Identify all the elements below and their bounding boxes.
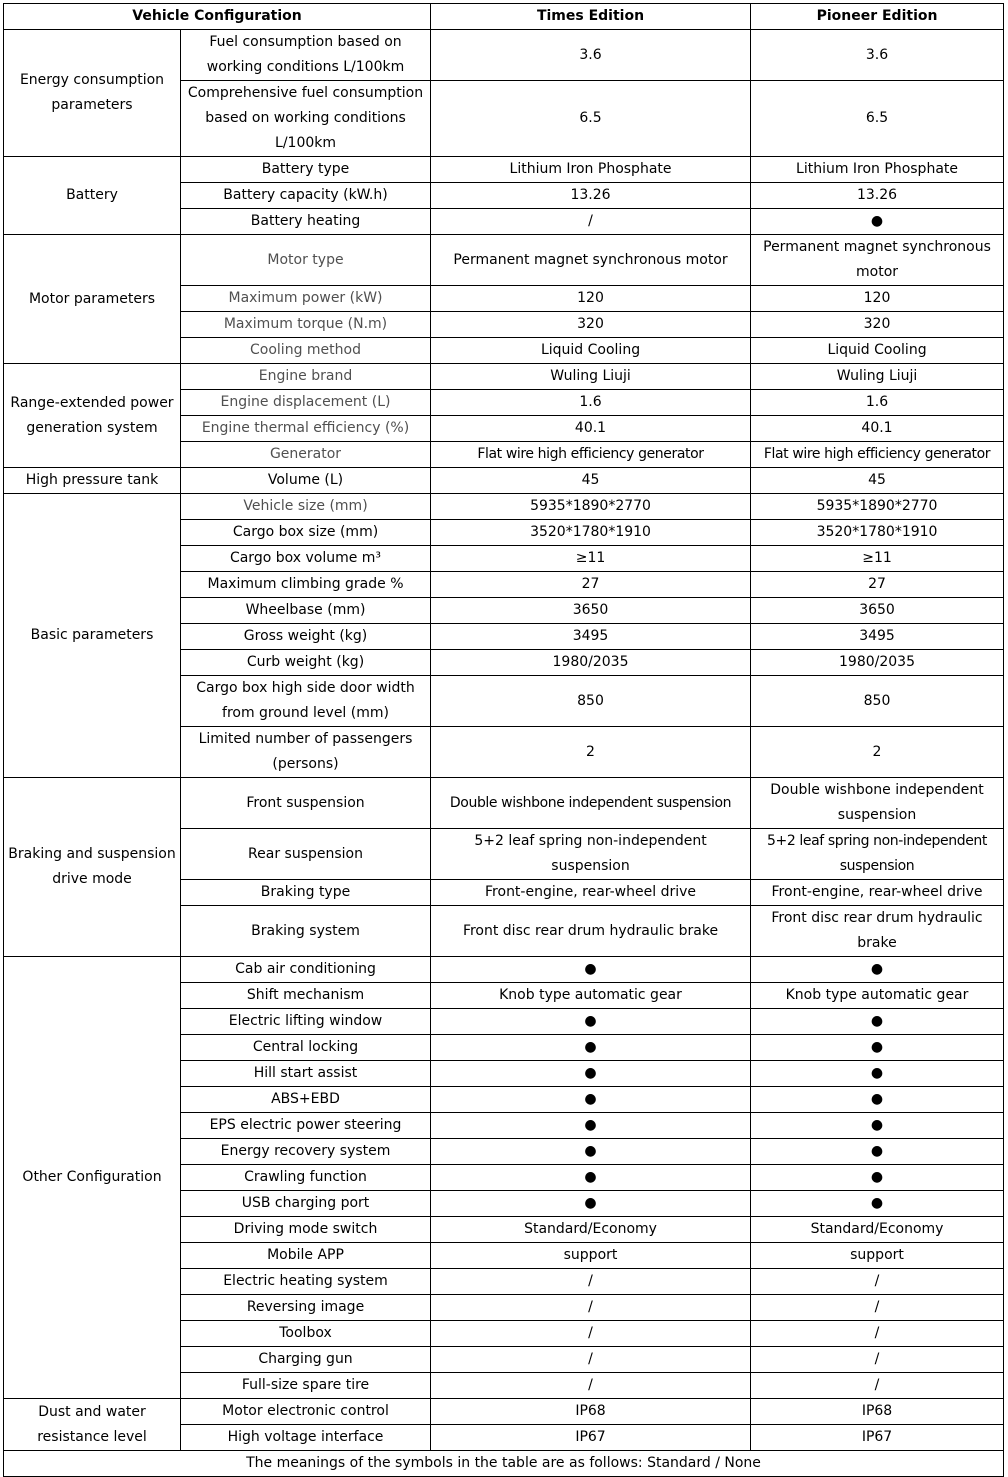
- group-label: Battery: [4, 157, 181, 235]
- times-edition-value: 2: [431, 727, 751, 778]
- times-edition-value: ●: [431, 1035, 751, 1061]
- item-label: Maximum climbing grade %: [181, 572, 431, 598]
- header-row: [4, 4, 1004, 30]
- item-label: Engine brand: [181, 364, 431, 390]
- item-label: Battery heating: [181, 209, 431, 235]
- times-edition-value: /: [431, 1347, 751, 1373]
- pioneer-edition-value: 45: [751, 468, 1004, 494]
- times-edition-value: IP67: [431, 1425, 751, 1451]
- pioneer-edition-value: /: [751, 1347, 1004, 1373]
- times-edition-value: /: [431, 209, 751, 235]
- group-label: High pressure tank: [4, 468, 181, 494]
- group-label: Braking and suspension drive mode: [4, 778, 181, 957]
- pioneer-edition-value: 2: [751, 727, 1004, 778]
- times-edition-value: ●: [431, 1191, 751, 1217]
- item-label: ABS+EBD: [181, 1087, 431, 1113]
- times-edition-value: ●: [431, 1009, 751, 1035]
- times-edition-value: ●: [431, 1087, 751, 1113]
- pioneer-edition-value: 6.5: [751, 81, 1004, 157]
- pioneer-edition-value: ●: [751, 1165, 1004, 1191]
- times-edition-value: 1980/2035: [431, 650, 751, 676]
- pioneer-edition-value: ≥11: [751, 546, 1004, 572]
- item-label: Maximum torque (N.m): [181, 312, 431, 338]
- times-edition-value: 13.26: [431, 183, 751, 209]
- pioneer-edition-value: /: [751, 1269, 1004, 1295]
- table-row: [4, 1399, 1004, 1425]
- times-edition-value: 27: [431, 572, 751, 598]
- item-label: Motor electronic control: [181, 1399, 431, 1425]
- item-label: Engine displacement (L): [181, 390, 431, 416]
- times-edition-value: 3.6: [431, 30, 751, 81]
- table-row: [4, 235, 1004, 286]
- pioneer-edition-value: support: [751, 1243, 1004, 1269]
- pioneer-edition-value: 3650: [751, 598, 1004, 624]
- item-label: Cargo box volume m³: [181, 546, 431, 572]
- pioneer-edition-value: ●: [751, 1139, 1004, 1165]
- pioneer-edition-value: /: [751, 1295, 1004, 1321]
- table-row: [4, 468, 1004, 494]
- pioneer-edition-value: 3.6: [751, 30, 1004, 81]
- times-edition-value: Knob type automatic gear: [431, 983, 751, 1009]
- group-label: Basic parameters: [4, 494, 181, 778]
- times-edition-value: 40.1: [431, 416, 751, 442]
- times-edition-value: support: [431, 1243, 751, 1269]
- times-edition-value: Permanent magnet synchronous motor: [431, 235, 751, 286]
- item-label: Electric heating system: [181, 1269, 431, 1295]
- times-edition-value: 1.6: [431, 390, 751, 416]
- times-edition-value: /: [431, 1269, 751, 1295]
- item-label: Fuel consumption based on working conditions L/100km: [181, 30, 431, 81]
- pioneer-edition-value: /: [751, 1373, 1004, 1399]
- item-label: USB charging port: [181, 1191, 431, 1217]
- item-label: Central locking: [181, 1035, 431, 1061]
- pioneer-edition-value: Lithium Iron Phosphate: [751, 157, 1004, 183]
- pioneer-edition-value: ●: [751, 957, 1004, 983]
- times-edition-value: 5+2 leaf spring non-independent suspension: [431, 829, 751, 880]
- pioneer-edition-value: 13.26: [751, 183, 1004, 209]
- table-row: [4, 157, 1004, 183]
- item-label: Cooling method: [181, 338, 431, 364]
- item-label: Reversing image: [181, 1295, 431, 1321]
- pioneer-edition-value: 850: [751, 676, 1004, 727]
- symbol-legend-note: The meanings of the symbols in the table are as follows: Standard / None: [4, 1451, 1004, 1477]
- item-label: Front suspension: [181, 778, 431, 829]
- times-edition-value: Liquid Cooling: [431, 338, 751, 364]
- times-edition-value: ●: [431, 1113, 751, 1139]
- pioneer-edition-value: Flat wire high efficiency generator: [751, 442, 1004, 468]
- item-label: Cargo box high side door width from ground level (mm): [181, 676, 431, 727]
- table-row: [4, 494, 1004, 520]
- item-label: Battery capacity (kW.h): [181, 183, 431, 209]
- item-label: Braking system: [181, 906, 431, 957]
- times-edition-value: 3520*1780*1910: [431, 520, 751, 546]
- item-label: Motor type: [181, 235, 431, 286]
- pioneer-edition-value: Knob type automatic gear: [751, 983, 1004, 1009]
- group-label: Energy consumption parameters: [4, 30, 181, 157]
- pioneer-edition-value: 3520*1780*1910: [751, 520, 1004, 546]
- item-label: High voltage interface: [181, 1425, 431, 1451]
- pioneer-edition-value: Standard/Economy: [751, 1217, 1004, 1243]
- times-edition-value: Double wishbone independent suspension: [431, 778, 751, 829]
- pioneer-edition-value: ●: [751, 1061, 1004, 1087]
- table-row: [4, 364, 1004, 390]
- times-edition-value: IP68: [431, 1399, 751, 1425]
- pioneer-edition-value: ●: [751, 1087, 1004, 1113]
- item-label: Gross weight (kg): [181, 624, 431, 650]
- header-times-edition: Times Edition: [431, 4, 751, 30]
- times-edition-value: 5935*1890*2770: [431, 494, 751, 520]
- item-label: Limited number of passengers (persons): [181, 727, 431, 778]
- times-edition-value: ●: [431, 1061, 751, 1087]
- pioneer-edition-value: Permanent magnet synchronous motor: [751, 235, 1004, 286]
- item-label: Electric lifting window: [181, 1009, 431, 1035]
- times-edition-value: 850: [431, 676, 751, 727]
- item-label: Crawling function: [181, 1165, 431, 1191]
- group-label: Dust and water resistance level: [4, 1399, 181, 1451]
- pioneer-edition-value: /: [751, 1321, 1004, 1347]
- pioneer-edition-value: Double wishbone independent suspension: [751, 778, 1004, 829]
- times-edition-value: ●: [431, 957, 751, 983]
- pioneer-edition-value: Wuling Liuji: [751, 364, 1004, 390]
- pioneer-edition-value: ●: [751, 209, 1004, 235]
- times-edition-value: Lithium Iron Phosphate: [431, 157, 751, 183]
- times-edition-value: 3495: [431, 624, 751, 650]
- pioneer-edition-value: ●: [751, 1191, 1004, 1217]
- pioneer-edition-value: Liquid Cooling: [751, 338, 1004, 364]
- item-label: Maximum power (kW): [181, 286, 431, 312]
- item-label: Energy recovery system: [181, 1139, 431, 1165]
- item-label: Shift mechanism: [181, 983, 431, 1009]
- times-edition-value: /: [431, 1295, 751, 1321]
- times-edition-value: 3650: [431, 598, 751, 624]
- pioneer-edition-value: IP68: [751, 1399, 1004, 1425]
- pioneer-edition-value: 1980/2035: [751, 650, 1004, 676]
- pioneer-edition-value: ●: [751, 1009, 1004, 1035]
- pioneer-edition-value: Front disc rear drum hydraulic brake: [751, 906, 1004, 957]
- pioneer-edition-value: 3495: [751, 624, 1004, 650]
- item-label: Mobile APP: [181, 1243, 431, 1269]
- spec-table-body: [4, 4, 1004, 1477]
- footer-row: [4, 1451, 1004, 1477]
- times-edition-value: 45: [431, 468, 751, 494]
- item-label: Wheelbase (mm): [181, 598, 431, 624]
- item-label: Cab air conditioning: [181, 957, 431, 983]
- item-label: Engine thermal efficiency (%): [181, 416, 431, 442]
- header-vehicle-configuration: Vehicle Configuration: [4, 4, 431, 30]
- item-label: Curb weight (kg): [181, 650, 431, 676]
- pioneer-edition-value: 5+2 leaf spring non-independent suspension: [751, 829, 1004, 880]
- spec-table: [3, 3, 1004, 1477]
- item-label: Toolbox: [181, 1321, 431, 1347]
- item-label: Charging gun: [181, 1347, 431, 1373]
- times-edition-value: ≥11: [431, 546, 751, 572]
- pioneer-edition-value: 1.6: [751, 390, 1004, 416]
- item-label: Rear suspension: [181, 829, 431, 880]
- pioneer-edition-value: ●: [751, 1035, 1004, 1061]
- pioneer-edition-value: 40.1: [751, 416, 1004, 442]
- pioneer-edition-value: ●: [751, 1113, 1004, 1139]
- times-edition-value: Standard/Economy: [431, 1217, 751, 1243]
- pioneer-edition-value: Front-engine, rear-wheel drive: [751, 880, 1004, 906]
- table-row: [4, 957, 1004, 983]
- header-pioneer-edition: Pioneer Edition: [751, 4, 1004, 30]
- pioneer-edition-value: 120: [751, 286, 1004, 312]
- times-edition-value: 320: [431, 312, 751, 338]
- times-edition-value: /: [431, 1321, 751, 1347]
- times-edition-value: ●: [431, 1139, 751, 1165]
- table-row: [4, 30, 1004, 81]
- times-edition-value: 120: [431, 286, 751, 312]
- item-label: Hill start assist: [181, 1061, 431, 1087]
- pioneer-edition-value: IP67: [751, 1425, 1004, 1451]
- group-label: Range-extended power generation system: [4, 364, 181, 468]
- times-edition-value: Front disc rear drum hydraulic brake: [431, 906, 751, 957]
- times-edition-value: 6.5: [431, 81, 751, 157]
- item-label: EPS electric power steering: [181, 1113, 431, 1139]
- pioneer-edition-value: 320: [751, 312, 1004, 338]
- item-label: Comprehensive fuel consumption based on working conditions L/100km: [181, 81, 431, 157]
- group-label: Other Configuration: [4, 957, 181, 1399]
- times-edition-value: /: [431, 1373, 751, 1399]
- item-label: Driving mode switch: [181, 1217, 431, 1243]
- group-label: Motor parameters: [4, 235, 181, 364]
- times-edition-value: Wuling Liuji: [431, 364, 751, 390]
- item-label: Vehicle size (mm): [181, 494, 431, 520]
- item-label: Full-size spare tire: [181, 1373, 431, 1399]
- pioneer-edition-value: 5935*1890*2770: [751, 494, 1004, 520]
- pioneer-edition-value: 27: [751, 572, 1004, 598]
- item-label: Braking type: [181, 880, 431, 906]
- times-edition-value: Front-engine, rear-wheel drive: [431, 880, 751, 906]
- times-edition-value: ●: [431, 1165, 751, 1191]
- item-label: Volume (L): [181, 468, 431, 494]
- item-label: Battery type: [181, 157, 431, 183]
- times-edition-value: Flat wire high efficiency generator: [431, 442, 751, 468]
- item-label: Generator: [181, 442, 431, 468]
- table-row: [4, 778, 1004, 829]
- item-label: Cargo box size (mm): [181, 520, 431, 546]
